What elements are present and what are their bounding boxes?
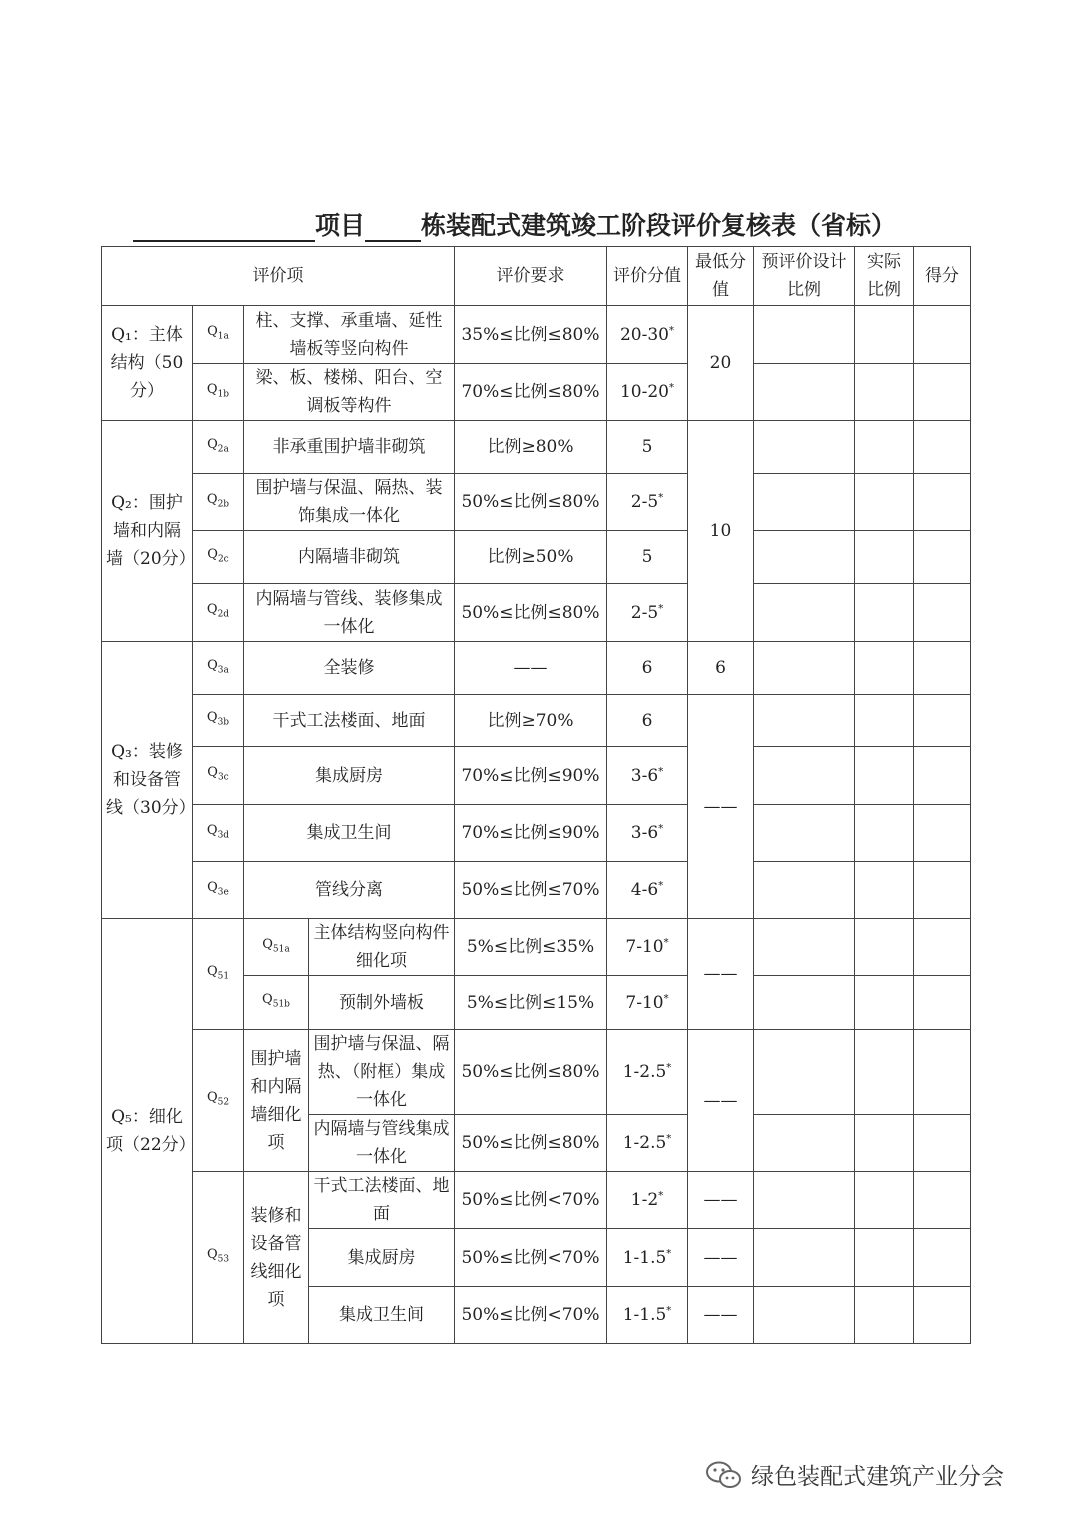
table-row	[102, 919, 971, 976]
pre-eval-cell[interactable]	[754, 421, 855, 474]
item-name: 全装修	[244, 642, 455, 695]
title-part1: 项目	[315, 211, 366, 240]
item-code: $Q_{3e}$	[193, 862, 244, 919]
item-code: $Q_{2c}$	[193, 531, 244, 584]
item-name: 集成卫生间	[244, 805, 455, 862]
item-requirement: 比例≥80%	[455, 421, 607, 474]
table-row	[102, 474, 971, 531]
item-score: 2-5*	[607, 474, 688, 531]
item-requirement: 5%≤比例≤35%	[455, 919, 607, 976]
item-requirement: 50%≤比例<70%	[455, 1172, 607, 1229]
table-row	[102, 306, 971, 364]
points-cell[interactable]	[914, 531, 971, 584]
points-cell[interactable]	[914, 862, 971, 919]
pre-eval-cell[interactable]	[754, 642, 855, 695]
source-text: 绿色装配式建筑产业分会	[751, 1464, 1004, 1490]
min-score-q51: ——	[688, 919, 754, 1030]
table-row	[102, 1172, 971, 1229]
item-code: $Q_{2b}$	[193, 474, 244, 531]
item-requirement: 70%≤比例≤90%	[455, 747, 607, 805]
min-score-q2: 10	[688, 421, 754, 642]
subitem-code: $Q_{51}$	[193, 919, 244, 1030]
item-code: $Q_{3a}$	[193, 642, 244, 695]
points-cell[interactable]	[914, 1030, 971, 1115]
item-requirement: 比例≥70%	[455, 695, 607, 747]
item-score: 4-6*	[607, 862, 688, 919]
item-requirement: 70%≤比例≤80%	[455, 364, 607, 421]
pre-eval-cell[interactable]	[754, 1172, 855, 1229]
item-name: 集成厨房	[309, 1229, 455, 1287]
subitem-label: 装修和设备管线细化项	[244, 1172, 309, 1344]
item-name: 柱、支撑、承重墙、延性墙板等竖向构件	[244, 306, 455, 364]
table-row	[102, 531, 971, 584]
building-number-blank[interactable]	[365, 206, 421, 242]
pre-eval-cell[interactable]	[754, 747, 855, 805]
min-score-q3-rest: ——	[688, 695, 754, 919]
item-score: 10-20*	[607, 364, 688, 421]
points-cell[interactable]	[914, 747, 971, 805]
pre-eval-cell[interactable]	[754, 1287, 855, 1344]
item-name: 干式工法楼面、地面	[244, 695, 455, 747]
item-name: 预制外墙板	[309, 976, 455, 1030]
item-score: 1-1.5*	[607, 1287, 688, 1344]
table-row	[102, 747, 971, 805]
header-item: 评价项	[102, 247, 455, 306]
table-row	[102, 642, 971, 695]
item-name: 梁、板、楼梯、阳台、空调板等构件	[244, 364, 455, 421]
pre-eval-cell[interactable]	[754, 364, 855, 421]
points-cell[interactable]	[914, 1229, 971, 1287]
item-requirement: 70%≤比例≤90%	[455, 805, 607, 862]
item-name: 管线分离	[244, 862, 455, 919]
item-requirement: 50%≤比例≤80%	[455, 474, 607, 531]
item-name: 干式工法楼面、地面	[309, 1172, 455, 1229]
source-watermark	[705, 1458, 1004, 1491]
actual-cell[interactable]	[855, 584, 914, 642]
item-requirement: 50%≤比例<70%	[455, 1229, 607, 1287]
points-cell[interactable]	[914, 642, 971, 695]
item-code: $Q_{1b}$	[193, 364, 244, 421]
header-score: 评价分值	[607, 247, 688, 306]
table-row	[102, 695, 971, 747]
table-row	[102, 862, 971, 919]
item-code: $Q_{51b}$	[244, 976, 309, 1030]
pre-eval-cell[interactable]	[754, 976, 855, 1030]
pre-eval-cell[interactable]	[754, 1229, 855, 1287]
actual-cell[interactable]	[855, 862, 914, 919]
actual-cell[interactable]	[855, 747, 914, 805]
table-row	[102, 364, 971, 421]
header-points: 得分	[914, 247, 971, 306]
item-requirement: 50%≤比例<70%	[455, 1287, 607, 1344]
item-code: $Q_{2a}$	[193, 421, 244, 474]
header-actual-ratio: 实际比例	[855, 247, 914, 306]
actual-cell[interactable]	[855, 364, 914, 421]
item-score: 3-6*	[607, 747, 688, 805]
item-score: 5	[607, 531, 688, 584]
subitem-code: $Q_{52}$	[193, 1030, 244, 1172]
pre-eval-cell[interactable]	[754, 919, 855, 976]
item-name: 内隔墙与管线集成一体化	[309, 1115, 455, 1172]
points-cell[interactable]	[914, 976, 971, 1030]
item-code: $Q_{2d}$	[193, 584, 244, 642]
actual-cell[interactable]	[855, 531, 914, 584]
project-name-blank[interactable]	[133, 206, 315, 242]
item-score: 1-2.5*	[607, 1030, 688, 1115]
actual-cell[interactable]	[855, 1229, 914, 1287]
points-cell[interactable]	[914, 584, 971, 642]
min-score-q52: ——	[688, 1030, 754, 1172]
actual-cell[interactable]	[855, 1287, 914, 1344]
group-q1: Q₁：主体结构（50分）	[102, 306, 193, 421]
pre-eval-cell[interactable]	[754, 531, 855, 584]
actual-cell[interactable]	[855, 919, 914, 976]
item-score: 6	[607, 642, 688, 695]
item-score: 6	[607, 695, 688, 747]
item-code: $Q_{1a}$	[193, 306, 244, 364]
item-score: 7-10*	[607, 919, 688, 976]
wechat-icon	[705, 1460, 743, 1490]
actual-cell[interactable]	[855, 421, 914, 474]
pre-eval-cell[interactable]	[754, 862, 855, 919]
actual-cell[interactable]	[855, 474, 914, 531]
pre-eval-cell[interactable]	[754, 695, 855, 747]
item-score: 1-1.5*	[607, 1229, 688, 1287]
item-name: 围护墙与保温、隔热、（附框）集成一体化	[309, 1030, 455, 1115]
group-q3: Q₃：装修和设备管线（30分）	[102, 642, 193, 919]
pre-eval-cell[interactable]	[754, 306, 855, 364]
points-cell[interactable]	[914, 474, 971, 531]
item-requirement: 50%≤比例≤80%	[455, 584, 607, 642]
pre-eval-cell[interactable]	[754, 584, 855, 642]
header-min-score: 最低分值	[688, 247, 754, 306]
pre-eval-cell[interactable]	[754, 474, 855, 531]
points-cell[interactable]	[914, 1172, 971, 1229]
actual-cell[interactable]	[855, 976, 914, 1030]
actual-cell[interactable]	[855, 1030, 914, 1115]
table-row	[102, 584, 971, 642]
actual-cell[interactable]	[855, 642, 914, 695]
group-q5: Q₅：细化项（22分）	[102, 919, 193, 1344]
item-score: 2-5*	[607, 584, 688, 642]
points-cell[interactable]	[914, 695, 971, 747]
min-score-cell: ——	[688, 1229, 754, 1287]
document-title	[133, 200, 896, 242]
item-name: 非承重围护墙非砌筑	[244, 421, 455, 474]
header-pre-eval-ratio: 预评价设计比例	[754, 247, 855, 306]
table-row	[102, 421, 971, 474]
points-cell[interactable]	[914, 805, 971, 862]
item-requirement: 比例≥50%	[455, 531, 607, 584]
points-cell[interactable]	[914, 306, 971, 364]
title-part2: 栋装配式建筑竣工阶段评价复核表（省标）	[421, 211, 897, 240]
item-code: $Q_{3c}$	[193, 747, 244, 805]
table-row	[102, 1030, 971, 1115]
item-requirement: 35%≤比例≤80%	[455, 306, 607, 364]
item-requirement: 50%≤比例≤80%	[455, 1115, 607, 1172]
item-name: 围护墙与保温、隔热、装饰集成一体化	[244, 474, 455, 531]
evaluation-table	[101, 246, 971, 1344]
item-score: 5	[607, 421, 688, 474]
actual-cell[interactable]	[855, 306, 914, 364]
points-cell[interactable]	[914, 919, 971, 976]
group-q2: Q₂：围护墙和内隔墙（20分）	[102, 421, 193, 642]
points-cell[interactable]	[914, 1287, 971, 1344]
subitem-label: 围护墙和内隔墙细化项	[244, 1030, 309, 1172]
item-score: 1-2*	[607, 1172, 688, 1229]
item-code: $Q_{51a}$	[244, 919, 309, 976]
item-name: 主体结构竖向构件细化项	[309, 919, 455, 976]
pre-eval-cell[interactable]	[754, 805, 855, 862]
min-score-cell: ——	[688, 1172, 754, 1229]
table-row	[102, 805, 971, 862]
points-cell[interactable]	[914, 1115, 971, 1172]
min-score-cell: ——	[688, 1287, 754, 1344]
item-name: 内隔墙与管线、装修集成一体化	[244, 584, 455, 642]
pre-eval-cell[interactable]	[754, 1030, 855, 1115]
min-score-q3a: 6	[688, 642, 754, 695]
item-name: 集成厨房	[244, 747, 455, 805]
item-score: 20-30*	[607, 306, 688, 364]
actual-cell[interactable]	[855, 695, 914, 747]
actual-cell[interactable]	[855, 805, 914, 862]
actual-cell[interactable]	[855, 1115, 914, 1172]
pre-eval-cell[interactable]	[754, 1115, 855, 1172]
actual-cell[interactable]	[855, 1172, 914, 1229]
item-requirement: 50%≤比例≤70%	[455, 862, 607, 919]
header-requirement: 评价要求	[455, 247, 607, 306]
item-code: $Q_{3b}$	[193, 695, 244, 747]
item-score: 1-2.5*	[607, 1115, 688, 1172]
item-code: $Q_{3d}$	[193, 805, 244, 862]
item-score: 3-6*	[607, 805, 688, 862]
item-requirement: ——	[455, 642, 607, 695]
item-requirement: 50%≤比例≤80%	[455, 1030, 607, 1115]
min-score-q1: 20	[688, 306, 754, 421]
item-requirement: 5%≤比例≤15%	[455, 976, 607, 1030]
subitem-code: $Q_{53}$	[193, 1172, 244, 1344]
points-cell[interactable]	[914, 364, 971, 421]
item-score: 7-10*	[607, 976, 688, 1030]
item-name: 集成卫生间	[309, 1287, 455, 1344]
points-cell[interactable]	[914, 421, 971, 474]
table-header-row	[102, 247, 971, 306]
item-name: 内隔墙非砌筑	[244, 531, 455, 584]
